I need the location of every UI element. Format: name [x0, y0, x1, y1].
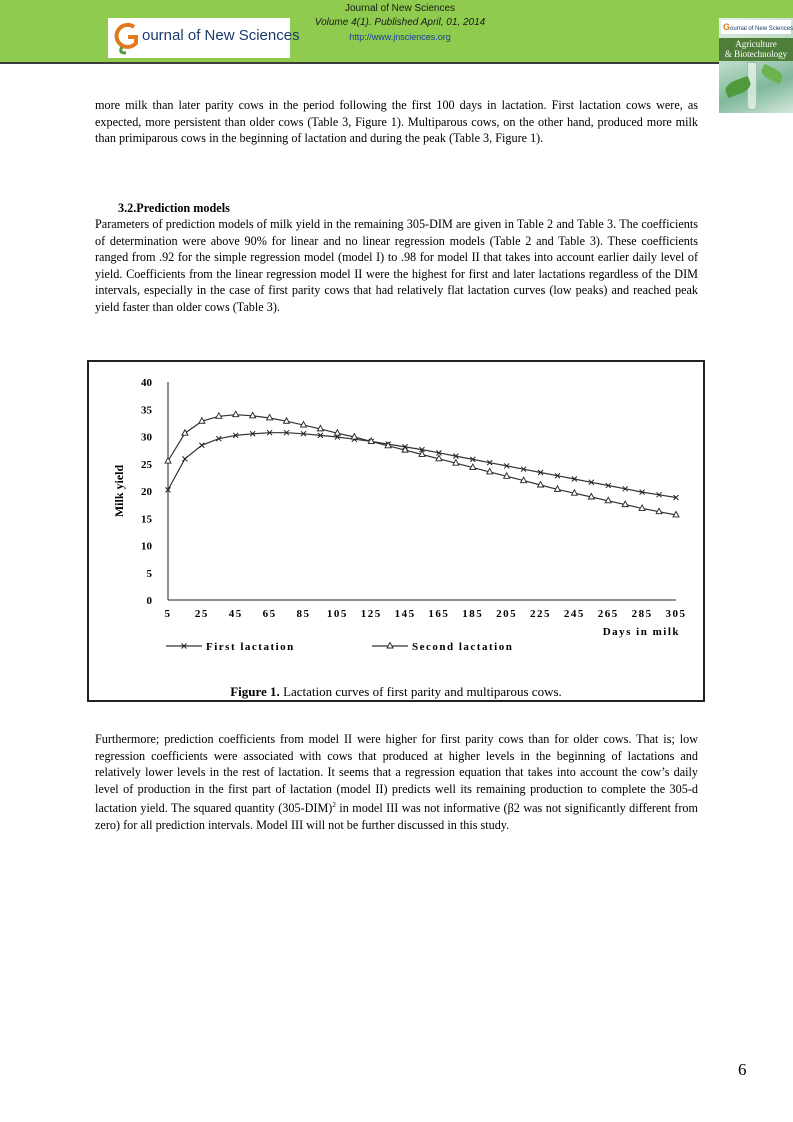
x-tick-label: 265	[597, 608, 619, 620]
badge-title-line1: Agriculture	[735, 39, 777, 49]
figure-caption-text: Lactation curves of first parity and multiparous cows.	[279, 684, 562, 699]
y-tick-label: 30	[141, 431, 152, 444]
x-tick-label: 185	[462, 608, 484, 620]
paragraph-furthermore-part2: in model III was not informative (β2 was not significantly different from zero) for all prediction intervals. Model III will not be further discussed in this study.	[95, 801, 698, 833]
x-tick-label: 245	[563, 608, 585, 620]
badge-g-icon: G	[723, 22, 731, 32]
y-tick-label: 10	[141, 540, 152, 553]
x-tick-label: 225	[530, 608, 552, 620]
superscript: 2	[332, 801, 336, 810]
x-tick-label: 205	[496, 608, 518, 620]
figure-caption-label: Figure 1.	[230, 684, 280, 699]
y-tick-label: 35	[141, 404, 152, 417]
section-heading: 3.2.Prediction models	[118, 201, 230, 215]
journal-info	[290, 2, 510, 44]
y-tick-label: 0	[146, 595, 152, 607]
y-tick-label: 25	[141, 458, 152, 471]
journal-logo-text: ournal of New Sciences	[142, 27, 300, 44]
y-tick-label: 15	[141, 513, 152, 526]
journal-volume: Volume 4(1). Published April, 01, 2014	[314, 17, 486, 28]
badge-title	[719, 38, 793, 61]
journal-name: Journal of New Sciences	[344, 3, 456, 14]
paragraph-prediction-models: Parameters of prediction models of milk yield in the remaining 305-DIM are given in Table 2 and Table 3. The coefficients of determination were above 90% for linear and no linear regression models (Table 2 and Table 3). These coefficients ranged from .92 for the simple regression model (model I) to .98 for model II that takes into account earlier daily level of yield. Coefficients from the linear regression model II were the highest for first and later lactations regardless of the DIM intervals, especially in the case of first parity cows that had relatively flat lactation curves (low peaks) and reached peak yield faster than older cows (Table 3).	[95, 217, 698, 314]
x-tick-label: 305	[665, 608, 686, 620]
badge-logo-text: ournal of New Sciences	[730, 26, 793, 32]
journal-header	[0, 0, 793, 64]
paragraph-furthermore	[95, 731, 698, 834]
page-number: 6	[738, 1060, 747, 1079]
x-tick-label: 45	[228, 608, 243, 620]
legend-label-2: Second lactation	[412, 641, 514, 653]
figure-caption	[87, 684, 705, 700]
journal-logo-g-icon	[114, 21, 140, 55]
x-tick-label: 165	[428, 608, 450, 620]
badge-logo	[721, 20, 791, 34]
leaf-icon	[759, 64, 784, 84]
x-tick-label: 285	[631, 608, 653, 620]
x-tick-label: 5	[164, 608, 172, 620]
y-tick-label: 5	[146, 567, 152, 580]
legend-label-1: First lactation	[206, 641, 295, 653]
journal-logo	[108, 18, 300, 58]
y-tick-label: 20	[141, 486, 152, 498]
paragraph-intro: more milk than later parity cows in the period following the first 100 days in lactation. First lactation cows were, as expected, more persistent than older cows (Table 3, Figure 1). Multiparous cows, on the other hand, produced more milk than primiparous cows in the beginning of lactation and during the peak (Table 3, Figure 1).	[95, 98, 698, 146]
badge-title-line2: & Biotechnology	[724, 49, 788, 59]
lactation-chart	[104, 374, 686, 658]
paragraph-furthermore-part1: Furthermore; prediction coefficients from model II were higher for first parity cows than for older cows. That is; low regression coefficients were associated with cows that produced at higher levels in the beginning of lactations and relatively lower levels in the rest of lactation. It seems that a regression equation that takes into account the cow’s daily level of production in the first part of lactation (model II) predicts well its remaining production to complete the 305-d lactation yield. The squared quantity (305-DIM)	[95, 732, 698, 816]
x-tick-label: 105	[326, 608, 348, 620]
x-tick-label: 85	[296, 608, 311, 620]
y-axis-title: Milk yield	[112, 464, 126, 518]
x-tick-label: 145	[394, 608, 416, 620]
x-tick-label: 25	[194, 608, 209, 620]
journal-url[interactable]: http://www.jnsciences.org	[349, 32, 451, 42]
x-tick-label: 125	[360, 608, 382, 620]
x-tick-label: 65	[262, 608, 277, 620]
section-badge	[719, 18, 793, 113]
y-tick-label: 40	[141, 377, 152, 389]
x-axis-title: Days in milk	[602, 626, 680, 638]
